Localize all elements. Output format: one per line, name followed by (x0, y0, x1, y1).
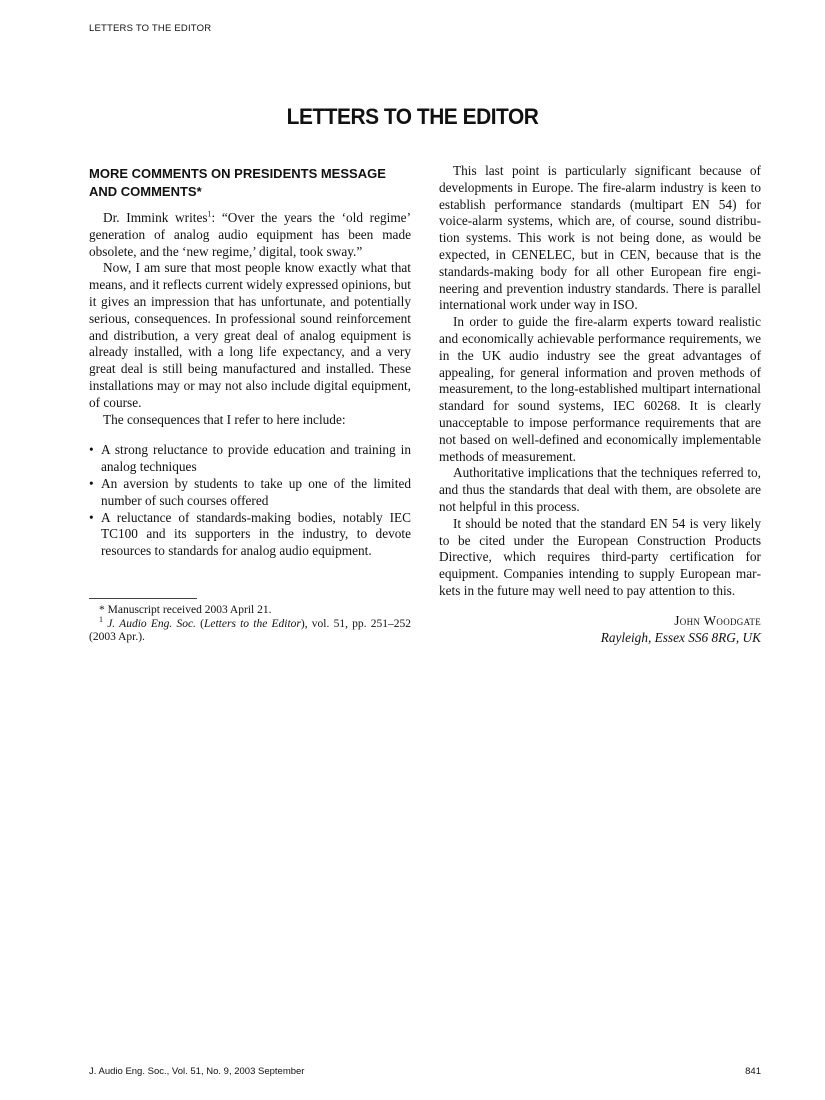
footnotes (89, 604, 411, 645)
footnote-marker-star: * (99, 604, 105, 616)
footnote-manuscript-text: Manuscript received 2003 April 21. (104, 604, 272, 616)
list-item (89, 510, 411, 560)
list-item-text: A reluctance of standards-making bodies, notably IEC TC100 and its supporters in the industry, to devote resources to standards for analog audio equipment. (101, 509, 411, 559)
page-footer (89, 1066, 761, 1077)
paragraph-1-start: Dr. Immink writes (103, 210, 208, 225)
paragraph-1 (89, 210, 411, 260)
left-column (89, 163, 411, 560)
journal-citation: J. Audio Eng. Soc., Vol. 51, No. 9, 2003 September (89, 1066, 305, 1077)
paragraph-2: Now, I am sure that most people know exactly what that means, and it reflects current widely expressed opinions, but it gives an impression that has unfortunate, and potentially serious, consequences. In professional sound reinforcement and distribution, a very great deal of analog equipment is already installed, with a long life expectancy, and a very great deal is still being manufactured and installed. These installations may or may not also include digital equipment, of course. (89, 260, 411, 410)
footnote-reference (89, 614, 411, 645)
paragraph-4: This last point is particularly significant because of developments in Europe. The fire-alarm industry is keen to establish performance standards (multipart EN 54) for voice-alarm systems, which are, of course, sound distribution systems. This work is not being done, as would be expected, in CENELEC, but in CEN, because that is the standards-making body for all other European fire engineering and prevention industry standards. There is parallel international work under way in ISO. (439, 163, 761, 313)
signature (439, 613, 761, 647)
paragraph-3: The consequences that I refer to here include: (103, 411, 346, 427)
list-item-text: A strong reluctance to provide education and training in analog techniques (101, 442, 411, 475)
bullet-icon: • (89, 475, 94, 491)
paragraph-6: Authoritative implications that the techniques referred to, and thus the standards that deal with them, are obsolete are not helpful in this process. (439, 465, 761, 514)
paragraph-7: It should be noted that the standard EN 54 is very likely to be cited under the European Construction Products Directive, which requires third-party certification for equipment. Companies intending to supply European markets in the future may well need to pay attention to this. (439, 515, 761, 598)
article-heading-line-1: MORE COMMENTS ON PRESIDENTS MESSAGE (89, 166, 386, 181)
footnote-journal: J. Audio Eng. Soc. (107, 617, 196, 630)
list-item (89, 442, 411, 476)
footnote-ref-1: 1 (207, 209, 212, 219)
article-heading-line-2: AND COMMENTS* (89, 183, 202, 199)
bullet-icon: • (89, 442, 94, 458)
footnote-separator: ( (195, 617, 204, 630)
bullet-icon: • (89, 509, 94, 525)
footnote-manuscript (89, 604, 411, 618)
page-number: 841 (745, 1066, 761, 1077)
paragraph-1-rest: : “Over the years the ‘old regime’ generation of analog audio equipment has been made obsolete, and the ‘new regime,’ digital, took sway.” (89, 210, 411, 259)
footnote-section: Letters to the Editor (203, 617, 301, 630)
footnote-marker-1: 1 (99, 614, 103, 624)
paragraph-5: In order to guide the fire-alarm experts toward realistic and economically achievable performance requirements, we in the UK audio industry see the great advantages of appealing, for general information and proven methods of measurement, to the long-established multipart international standard for sound systems, IEC 60268. It is clearly unacceptable to impose performance requirements that are not based on well-defined and economically implementable methods of measurement. (439, 314, 761, 464)
author-address: Rayleigh, Essex SS6 8RG, UK (600, 629, 761, 645)
running-head: LETTERS TO THE EDITOR (89, 23, 212, 34)
right-column (439, 163, 761, 646)
page-title: LETTERS TO THE EDITOR (286, 104, 539, 129)
consequences-list (89, 442, 411, 560)
footnote-citation-rest: ), vol. 51, pp. 251–252 (2003 Apr.). (89, 617, 411, 643)
list-item-text: An aversion by students to take up one of the limited number of such courses offered (101, 475, 411, 508)
list-item (89, 476, 411, 510)
author-name: John Woodgate (674, 612, 761, 628)
footnote-divider (89, 598, 197, 599)
article-heading (89, 165, 411, 200)
